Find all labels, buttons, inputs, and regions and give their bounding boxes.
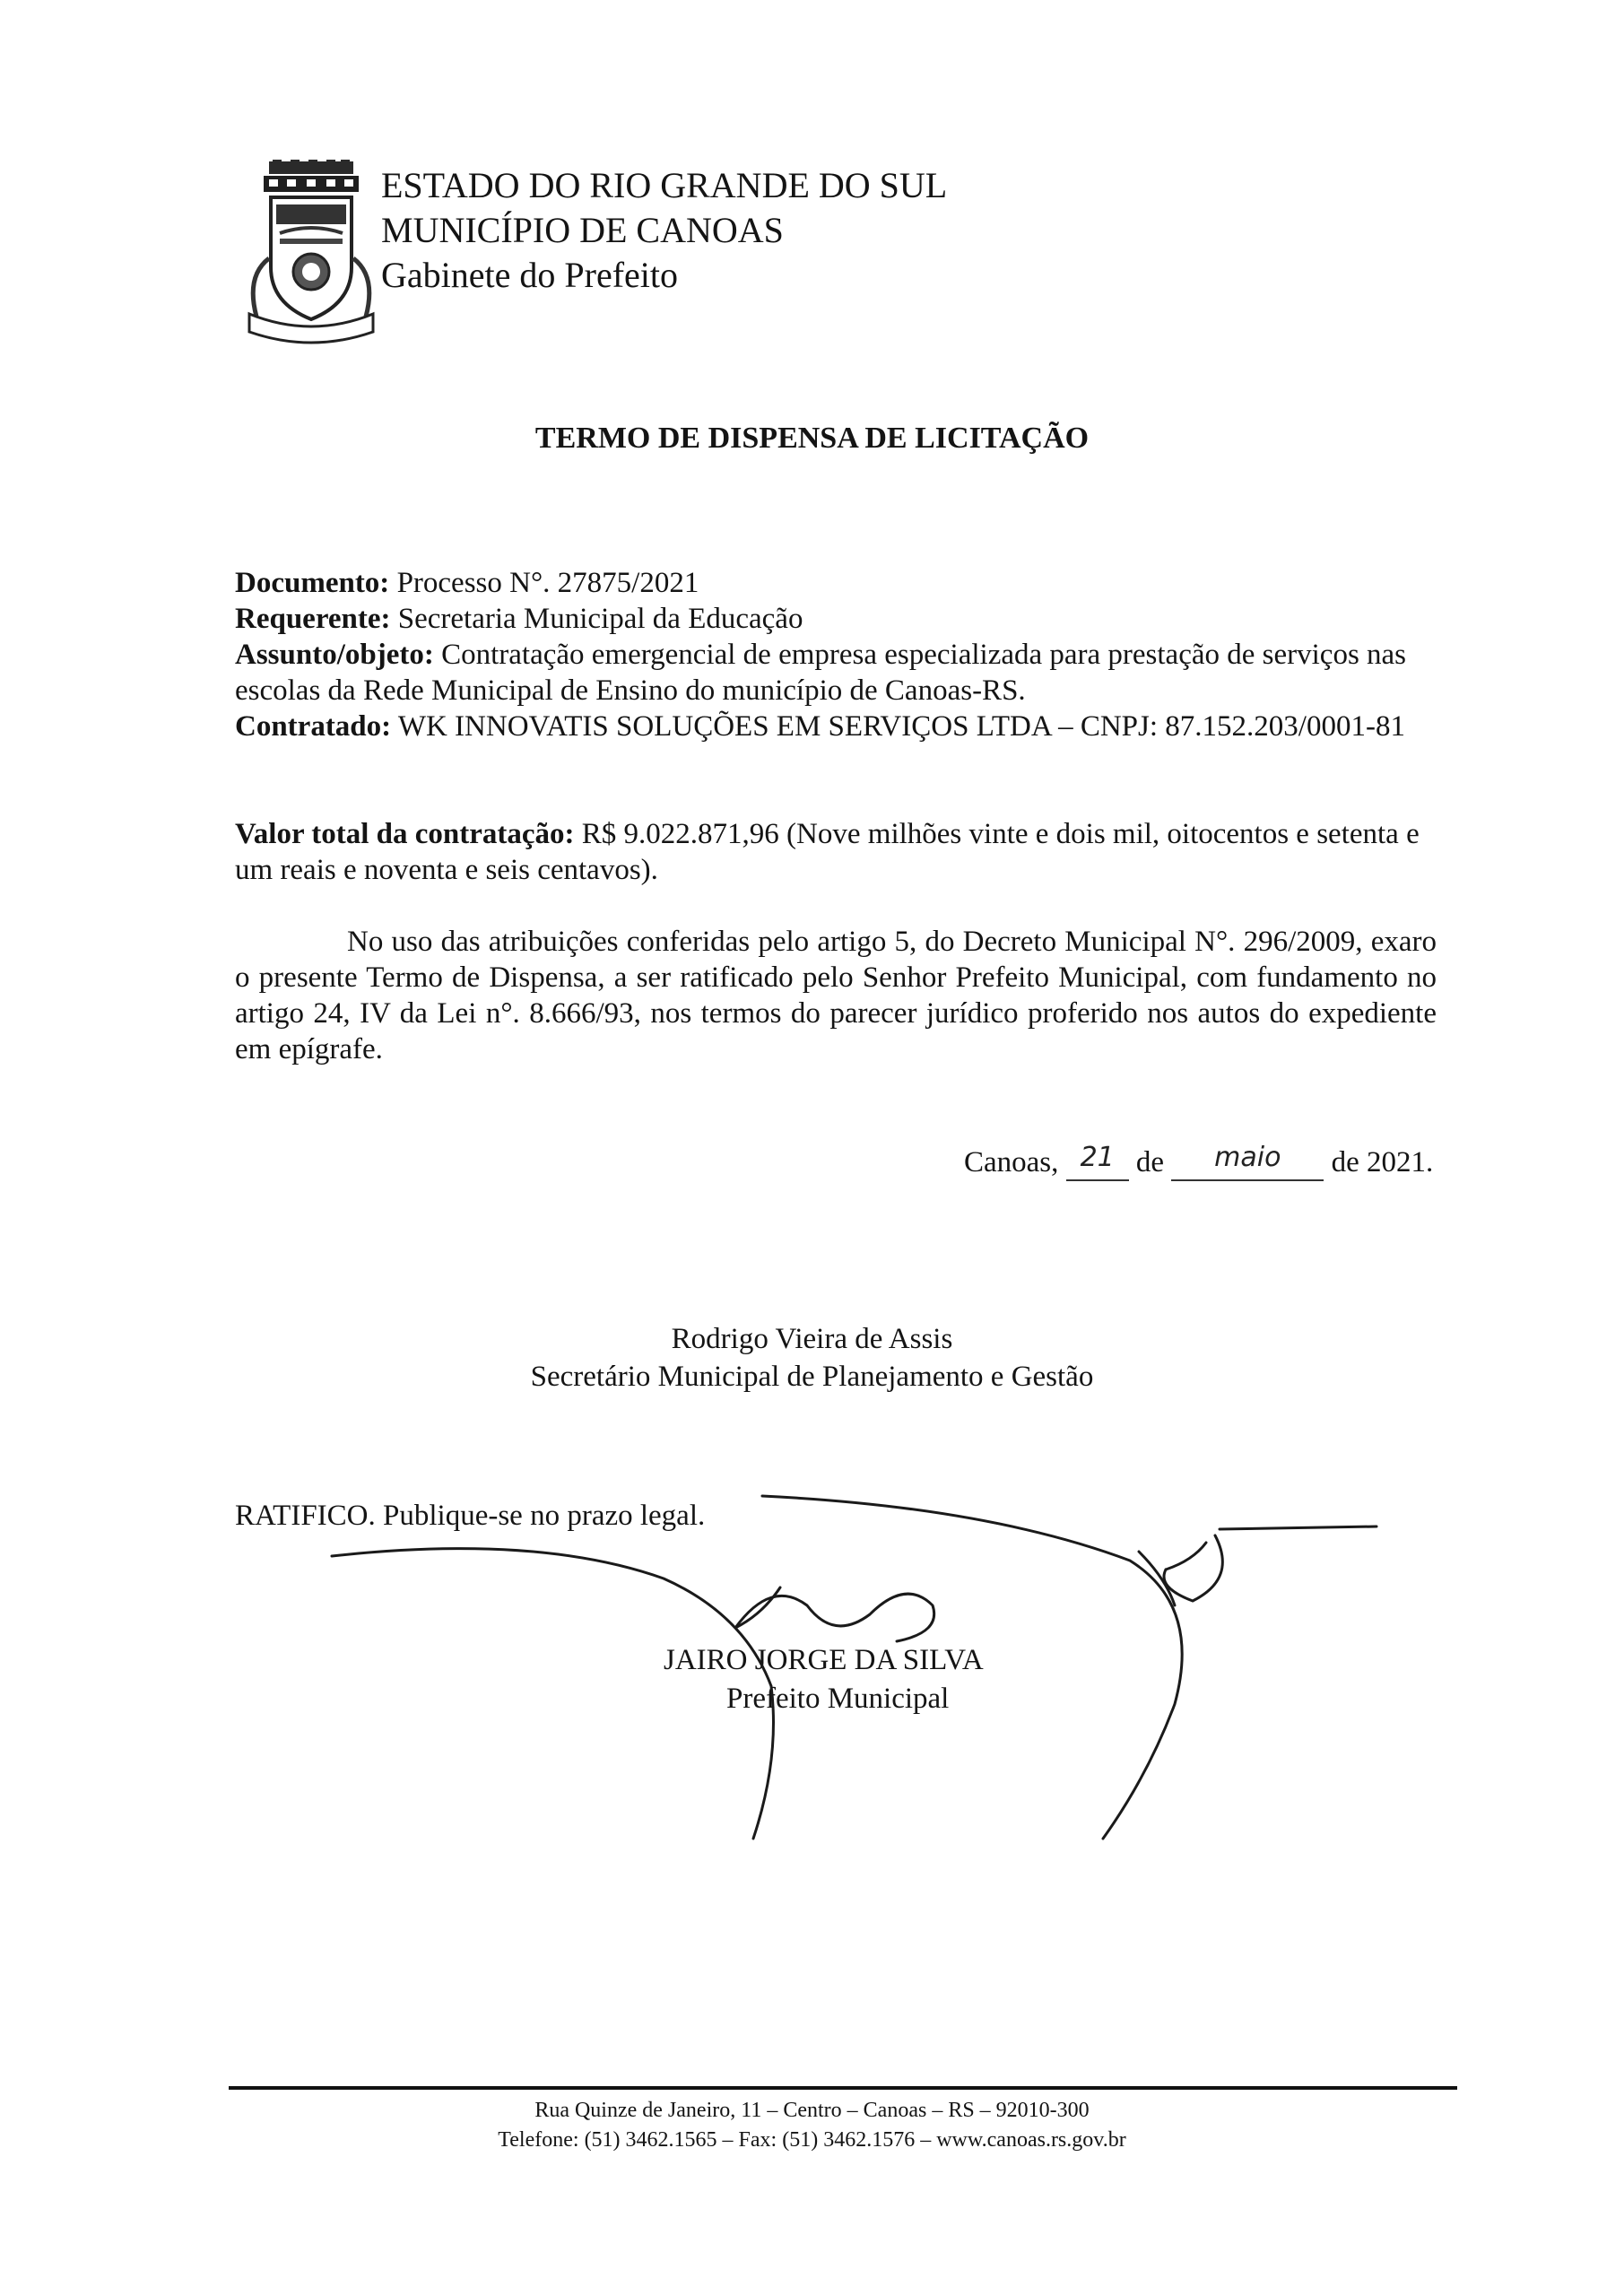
date-line bbox=[964, 1142, 1434, 1181]
documento-value: Processo N°. 27875/2021 bbox=[396, 567, 699, 599]
date-month-blank bbox=[1171, 1142, 1324, 1181]
field-assunto bbox=[235, 637, 1437, 709]
assunto-label: Assunto/objeto: bbox=[235, 639, 434, 671]
header-office: Gabinete do Prefeito bbox=[381, 255, 678, 295]
contratado-value: WK INNOVATIS SOLUÇÕES EM SERVIÇOS LTDA – CNPJ: 87.152.203/0001-81 bbox=[397, 710, 1405, 743]
field-documento bbox=[235, 565, 1437, 601]
date-month: maio bbox=[1214, 1142, 1281, 1173]
footer-contact: Telefone: (51) 3462.1565 – Fax: (51) 3462.1576 – www.canoas.rs.gov.br bbox=[498, 2128, 1126, 2152]
footer-address: Rua Quinze de Janeiro, 11 – Centro – Canoas – RS – 92010-300 bbox=[534, 2099, 1090, 2122]
signatory1-name: Rodrigo Vieira de Assis bbox=[671, 1323, 953, 1355]
letterhead bbox=[381, 163, 947, 298]
signatory2-role: Prefeito Municipal bbox=[726, 1683, 950, 1715]
footer-divider bbox=[229, 2086, 1457, 2090]
document-fields bbox=[235, 565, 1437, 744]
requerente-value: Secretaria Municipal da Educação bbox=[397, 603, 803, 635]
assunto-value: Contratação emergencial de empresa especializada para prestação de serviços nas escolas da Rede Municipal de Ensino do município de Canoas-RS. bbox=[235, 639, 1407, 707]
document-title: TERMO DE DISPENSA DE LICITAÇÃO bbox=[534, 422, 1090, 455]
main-paragraph: No uso das atribuições conferidas pelo artigo 5, do Decreto Municipal N°. 296/2009, exaro o presente Termo de Dispensa, a ser ratificado pelo Senhor Prefeito Municipal, com fundamento no artigo 24, IV da Lei n°. 8.666/93, nos termos do parecer jurídico proferido nos autos do expediente em epígrafe. bbox=[235, 926, 1437, 1065]
date-city: Canoas, bbox=[964, 1146, 1059, 1178]
signatory-block-2 bbox=[664, 1641, 984, 1718]
coat-of-arms-logo bbox=[244, 160, 378, 348]
date-year: de 2021. bbox=[1331, 1146, 1434, 1178]
requerente-label: Requerente: bbox=[235, 603, 391, 635]
contratado-label: Contratado: bbox=[235, 710, 392, 743]
footer bbox=[0, 2096, 1624, 2155]
signatory1-role: Secretário Municipal de Planejamento e Gestão bbox=[530, 1361, 1094, 1393]
date-day-blank bbox=[1066, 1142, 1129, 1181]
signatory-block-1 bbox=[0, 1320, 1624, 1396]
field-contratado bbox=[235, 709, 1437, 744]
signatory2-name: JAIRO JORGE DA SILVA bbox=[664, 1644, 984, 1676]
ratification-text: RATIFICO. Publique-se no prazo legal. bbox=[235, 1500, 706, 1532]
field-requerente bbox=[235, 601, 1437, 637]
documento-label: Documento: bbox=[235, 567, 390, 599]
valor-value: R$ 9.022.871,96 (Nove milhões vinte e dois mil, oitocentos e setenta e um reais e noventa e seis centavos). bbox=[235, 818, 1420, 886]
header-state: ESTADO DO RIO GRANDE DO SUL bbox=[381, 165, 948, 205]
date-day: 21 bbox=[1080, 1142, 1115, 1173]
header-municipality: MUNICÍPIO DE CANOAS bbox=[381, 210, 784, 250]
valor-label: Valor total da contratação: bbox=[235, 818, 575, 850]
field-valor bbox=[235, 816, 1437, 888]
date-de: de bbox=[1135, 1146, 1165, 1178]
